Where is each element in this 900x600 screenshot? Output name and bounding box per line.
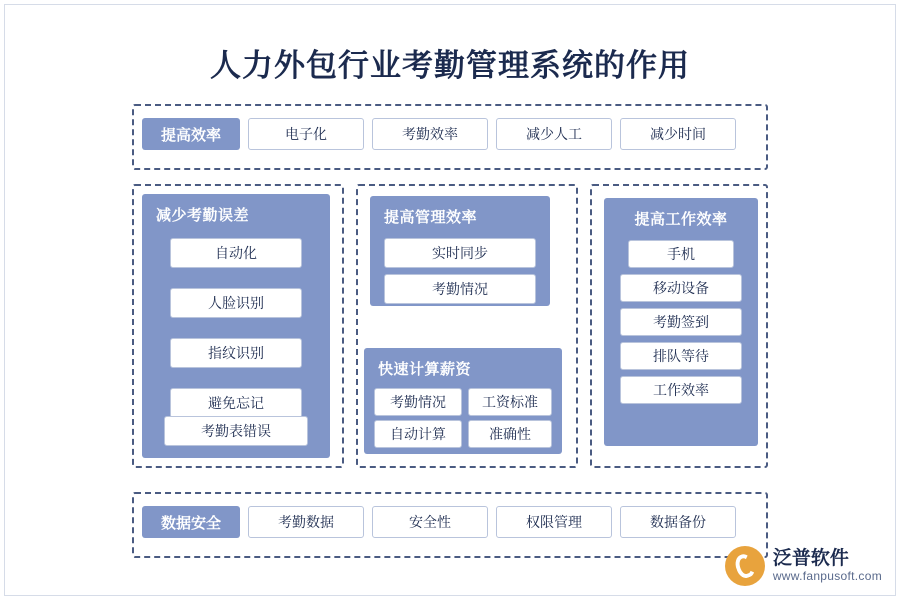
- chip-reduce-error-4: 考勤表错误: [164, 416, 308, 446]
- chip-improve-management-1: 考勤情况: [384, 274, 536, 304]
- chip-fast-salary-0: 考勤情况: [374, 388, 462, 416]
- chip-reduce-error-2: 指纹识别: [170, 338, 302, 368]
- chip-fast-salary-3: 准确性: [468, 420, 552, 448]
- data-security-row-container: [132, 492, 768, 558]
- chip-improve-work-1: 移动设备: [620, 274, 742, 302]
- chip-improve-work-4: 工作效率: [620, 376, 742, 404]
- middle-column-container: [356, 184, 578, 468]
- efficiency-row-badge: 提高效率: [142, 118, 240, 150]
- chip-efficiency-0: 电子化: [248, 118, 364, 150]
- chip-data-security-3: 数据备份: [620, 506, 736, 538]
- chip-data-security-2: 权限管理: [496, 506, 612, 538]
- chip-data-security-0: 考勤数据: [248, 506, 364, 538]
- chip-reduce-error-3: 避免忘记: [170, 388, 302, 418]
- data-security-badge: 数据安全: [142, 506, 240, 538]
- improve-work-title: 提高工作效率: [634, 211, 728, 228]
- chip-fast-salary-1: 工资标准: [468, 388, 552, 416]
- logo-mark-icon: [725, 546, 765, 586]
- chip-reduce-error-0: 自动化: [170, 238, 302, 268]
- brand-logo: [725, 546, 882, 586]
- chip-efficiency-1: 考勤效率: [372, 118, 488, 150]
- efficiency-row-container: [132, 104, 768, 170]
- reduce-error-panel: [142, 194, 330, 458]
- chip-improve-management-0: 实时同步: [384, 238, 536, 268]
- logo-url: www.fanpusoft.com: [772, 569, 882, 584]
- logo-name: 泛普软件: [772, 548, 849, 570]
- improve-work-panel: [604, 198, 758, 446]
- improve-management-title: 提高管理效率: [384, 209, 478, 226]
- reduce-error-title: 减少考勤误差: [156, 207, 250, 224]
- chip-improve-work-0: 手机: [628, 240, 734, 268]
- chip-efficiency-2: 减少人工: [496, 118, 612, 150]
- improve-work-container: [590, 184, 768, 468]
- page-title: 人力外包行业考勤管理系统的作用: [210, 48, 690, 83]
- chip-fast-salary-2: 自动计算: [374, 420, 462, 448]
- chip-reduce-error-1: 人脸识别: [170, 288, 302, 318]
- chip-efficiency-3: 减少时间: [620, 118, 736, 150]
- fast-salary-title: 快速计算薪资: [378, 361, 472, 378]
- logo-text: [773, 548, 882, 584]
- reduce-error-container: [132, 184, 344, 468]
- chip-improve-work-2: 考勤签到: [620, 308, 742, 336]
- improve-management-panel: [370, 196, 550, 306]
- fast-salary-panel: [364, 348, 562, 454]
- chip-data-security-1: 安全性: [372, 506, 488, 538]
- chip-improve-work-3: 排队等待: [620, 342, 742, 370]
